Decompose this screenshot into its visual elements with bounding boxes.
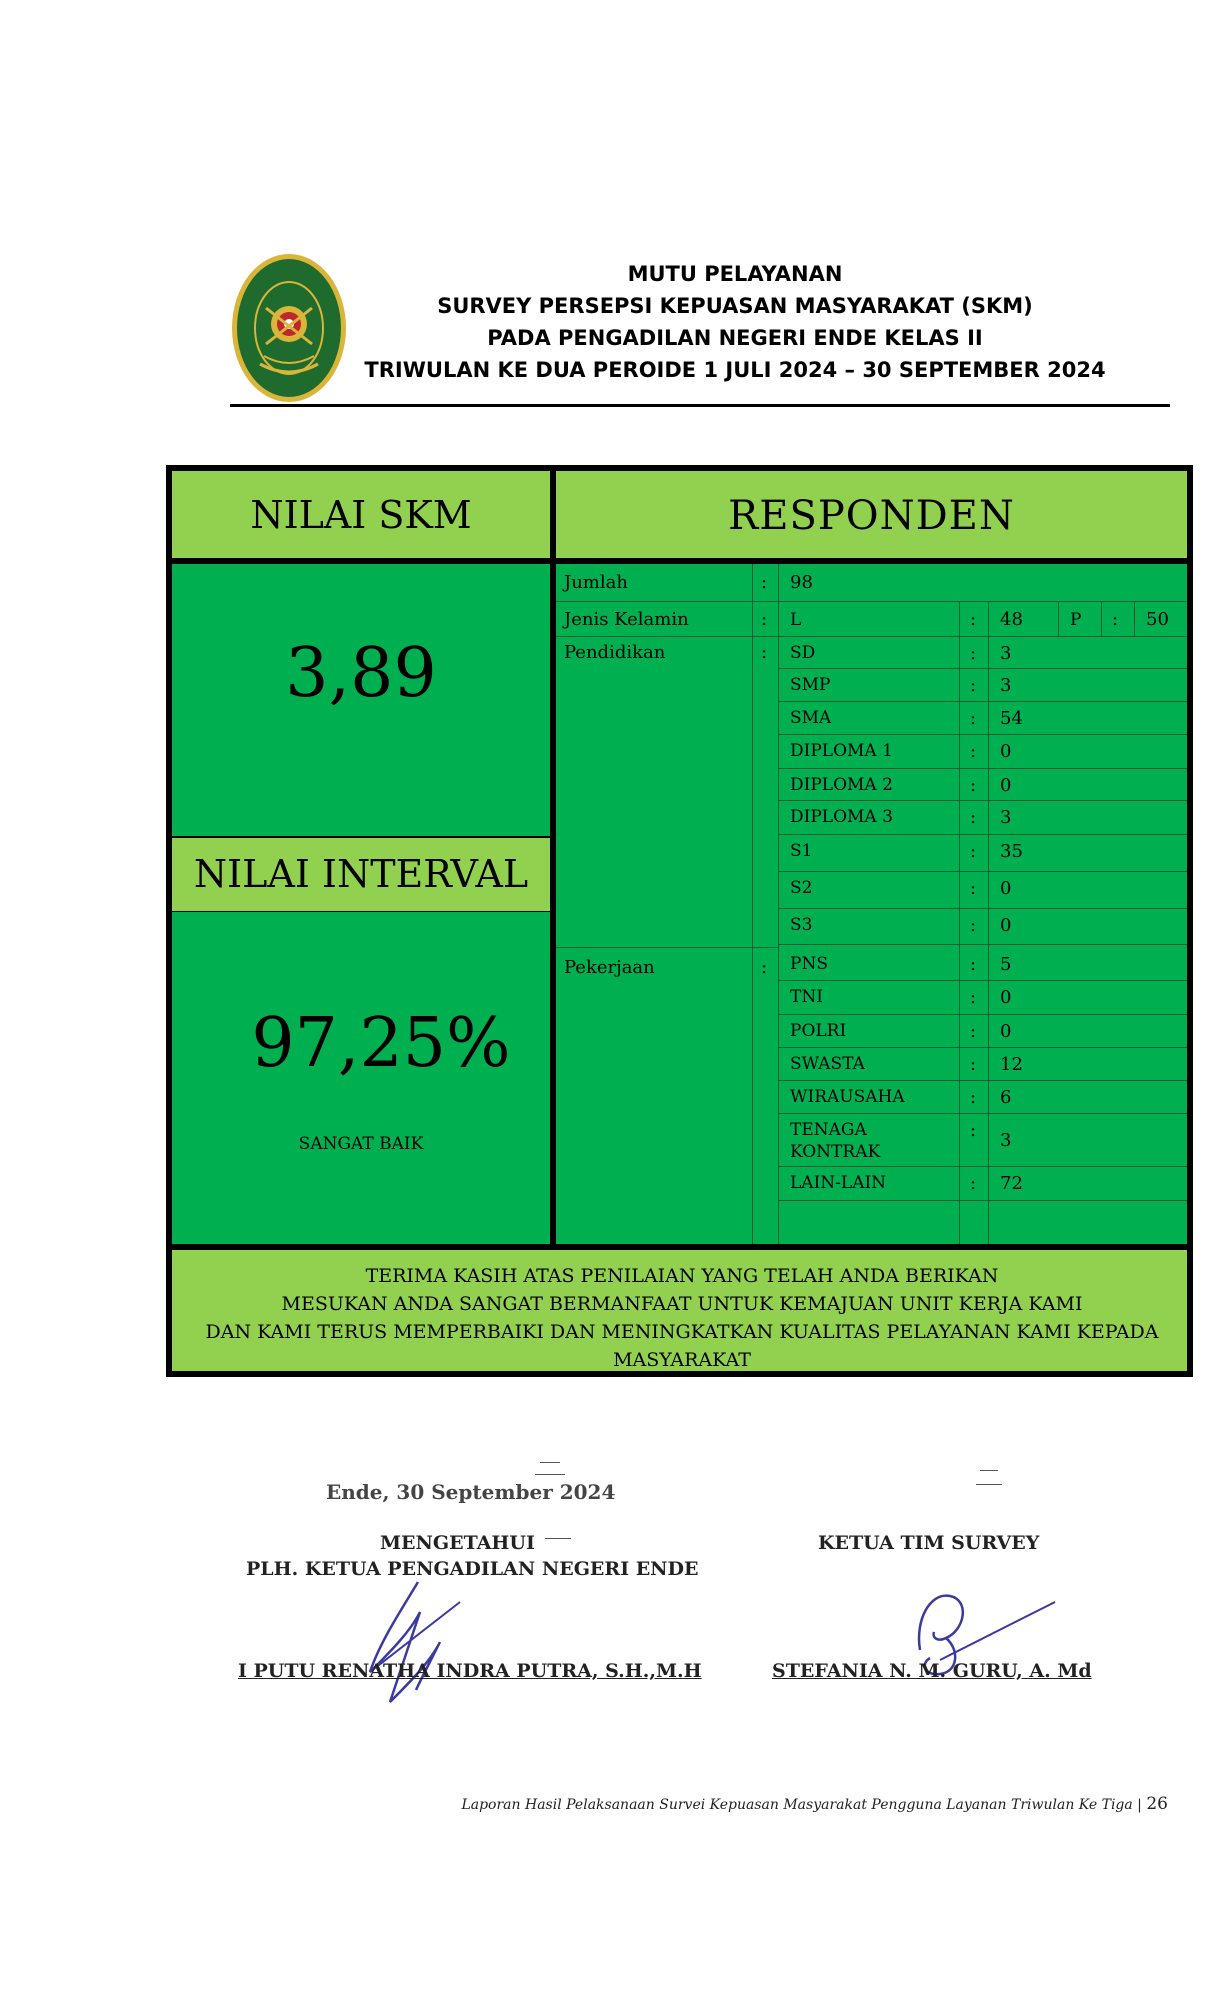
- message-line-2: MESUKAN ANDA SANGAT BERMANFAAT UNTUK KEMAJUAN UNIT KERJA KAMI: [281, 1293, 1083, 1315]
- colon: :: [761, 572, 768, 593]
- table-row: [778, 1114, 1187, 1167]
- nilai-skm-value: 3,89: [285, 634, 437, 713]
- table-row: [778, 835, 1187, 872]
- row-jumlah: [556, 564, 1186, 602]
- row-value: 6: [1000, 1087, 1012, 1108]
- table-row: [778, 801, 1187, 835]
- page-number: 26: [1146, 1794, 1168, 1814]
- colon: :: [970, 954, 977, 975]
- row-label: S1: [790, 841, 813, 861]
- row-value: 0: [1000, 775, 1012, 796]
- row-label: SD: [790, 643, 816, 663]
- section-divider: [556, 947, 778, 948]
- row-value: 3: [1000, 1130, 1012, 1151]
- table-row: [778, 872, 1187, 909]
- col-separator: [1134, 602, 1135, 636]
- row-value: 0: [1000, 915, 1012, 936]
- table-row: [778, 669, 1187, 702]
- table-row: [778, 1048, 1187, 1081]
- nilai-interval-panel: [172, 912, 550, 1244]
- colon: :: [970, 878, 977, 899]
- court-logo-icon: [230, 252, 348, 404]
- left-signatory-name: I PUTU RENATHA INDRA PUTRA, S.H.,M.H: [238, 1660, 702, 1682]
- colon: :: [761, 642, 768, 663]
- scan-mark: [545, 1538, 571, 1539]
- row-value: 72: [1000, 1173, 1023, 1194]
- colon: :: [970, 1087, 977, 1108]
- row-value: 3: [1000, 643, 1012, 664]
- row-label: PNS: [790, 954, 828, 974]
- row-value: 35: [1000, 841, 1023, 862]
- row-jenis-kelamin: [556, 602, 1186, 637]
- colon: :: [761, 609, 768, 630]
- pekerjaan-label: Pekerjaan: [564, 957, 655, 978]
- table-row: [778, 909, 1187, 945]
- thank-you-panel: [172, 1250, 1187, 1371]
- skm-board: [166, 465, 1193, 1377]
- col-separator: [1058, 602, 1059, 636]
- table-row: [778, 1015, 1187, 1048]
- row-value: 54: [1000, 708, 1023, 729]
- colon: :: [970, 741, 977, 762]
- row-label: LAIN-LAIN: [790, 1173, 887, 1193]
- row-label: DIPLOMA 3: [790, 807, 893, 827]
- row-value: 0: [1000, 1021, 1012, 1042]
- table-row: [778, 769, 1187, 801]
- nilai-interval-header: [172, 838, 550, 911]
- row-value: 0: [1000, 878, 1012, 899]
- row-value: 3: [1000, 807, 1012, 828]
- footer-note-text: Laporan Hasil Pelaksanaan Survei Kepuasan Masyarakat Pengguna Layanan Triwulan Ke Tiga |: [461, 1797, 1142, 1813]
- colon: :: [970, 609, 977, 630]
- colon: :: [970, 1021, 977, 1042]
- message-line-3: DAN KAMI TERUS MEMPERBAIKI DAN MENINGKATKAN KUALITAS PELAYANAN KAMI KEPADA: [205, 1321, 1159, 1343]
- row-label: SMP: [790, 675, 831, 695]
- jk-p-label: P: [1070, 610, 1082, 630]
- row-label: TNI: [790, 987, 823, 1007]
- row-label: SWASTA: [790, 1054, 865, 1074]
- colon: :: [970, 841, 977, 862]
- row-value: 0: [1000, 741, 1012, 762]
- row-label: S2: [790, 878, 813, 898]
- scan-mark: [540, 1462, 560, 1463]
- colon: :: [970, 643, 977, 664]
- header-line-2: SURVEY PERSEPSI KEPUASAN MASYARAKAT (SKM): [437, 294, 1033, 318]
- row-label: WIRAUSAHA: [790, 1087, 905, 1107]
- scan-mark: [535, 1474, 565, 1475]
- row-value: 12: [1000, 1054, 1023, 1075]
- right-signatory-name: STEFANIA N. M. GURU, A. Md: [772, 1660, 1092, 1682]
- row-value: 3: [1000, 675, 1012, 696]
- header-line-3: PADA PENGADILAN NEGERI ENDE KELAS II: [487, 326, 983, 350]
- row-label: POLRI: [790, 1021, 847, 1041]
- row-value: 0: [1000, 987, 1012, 1008]
- row-label: SMA: [790, 708, 832, 728]
- table-row: [778, 981, 1187, 1015]
- nilai-interval-value: 97,25%: [251, 1004, 511, 1083]
- responden-header: [556, 471, 1187, 558]
- colon: :: [761, 957, 768, 978]
- colon: :: [970, 675, 977, 696]
- nilai-skm-panel: [172, 564, 550, 836]
- header-line-4: TRIWULAN KE DUA PEROIDE 1 JULI 2024 – 30 SEPTEMBER 2024: [364, 358, 1106, 382]
- colon: :: [970, 1054, 977, 1075]
- jk-l-value: 48: [1000, 609, 1023, 630]
- footer-note: [461, 1794, 1168, 1814]
- row-value: 5: [1000, 954, 1012, 975]
- colon: :: [970, 915, 977, 936]
- responden-title: RESPONDEN: [728, 493, 1015, 539]
- signature-left-icon: [350, 1572, 470, 1712]
- header-line-1: MUTU PELAYANAN: [627, 262, 843, 286]
- table-row: [778, 702, 1187, 735]
- nilai-skm-title: NILAI SKM: [250, 493, 472, 537]
- left-role-1: MENGETAHUI: [380, 1532, 535, 1554]
- col-separator: [752, 564, 753, 1244]
- scan-mark: [976, 1484, 1002, 1485]
- row-label: TENAGA KONTRAK: [790, 1120, 881, 1162]
- scan-mark: [980, 1470, 998, 1471]
- nilai-skm-header: [172, 471, 550, 558]
- row-label: DIPLOMA 2: [790, 775, 893, 795]
- pendidikan-label: Pendidikan: [564, 642, 666, 663]
- colon: :: [1112, 609, 1119, 630]
- row-label: S3: [790, 915, 813, 935]
- row-label: DIPLOMA 1: [790, 741, 893, 761]
- colon: :: [970, 1173, 977, 1194]
- place-date: Ende, 30 September 2024: [326, 1480, 616, 1504]
- colon: :: [970, 775, 977, 796]
- col-separator: [1101, 602, 1102, 636]
- jk-l-label: L: [790, 610, 802, 630]
- jk-p-value: 50: [1146, 609, 1169, 630]
- message-line-4: MASYARAKAT: [613, 1349, 751, 1371]
- responden-table: [556, 564, 1187, 1244]
- table-row: [778, 948, 1187, 981]
- jenis-kelamin-label: Jenis Kelamin: [564, 609, 689, 630]
- colon: :: [970, 987, 977, 1008]
- colon: :: [970, 807, 977, 828]
- nilai-interval-title: NILAI INTERVAL: [193, 852, 529, 896]
- category-label: SANGAT BAIK: [298, 1134, 424, 1154]
- colon: :: [970, 708, 977, 729]
- left-role-2: PLH. KETUA PENGADILAN NEGERI ENDE: [246, 1558, 699, 1580]
- table-row: [778, 637, 1187, 669]
- right-role: KETUA TIM SURVEY: [818, 1532, 1040, 1554]
- header-divider: [230, 404, 1170, 407]
- colon: :: [970, 1120, 977, 1141]
- jumlah-label: Jumlah: [564, 572, 628, 593]
- jumlah-value: 98: [790, 572, 813, 593]
- table-row: [778, 1167, 1187, 1201]
- message-line-1: TERIMA KASIH ATAS PENILAIAN YANG TELAH ANDA BERIKAN: [365, 1265, 999, 1287]
- table-row: [778, 735, 1187, 769]
- table-row: [778, 1081, 1187, 1114]
